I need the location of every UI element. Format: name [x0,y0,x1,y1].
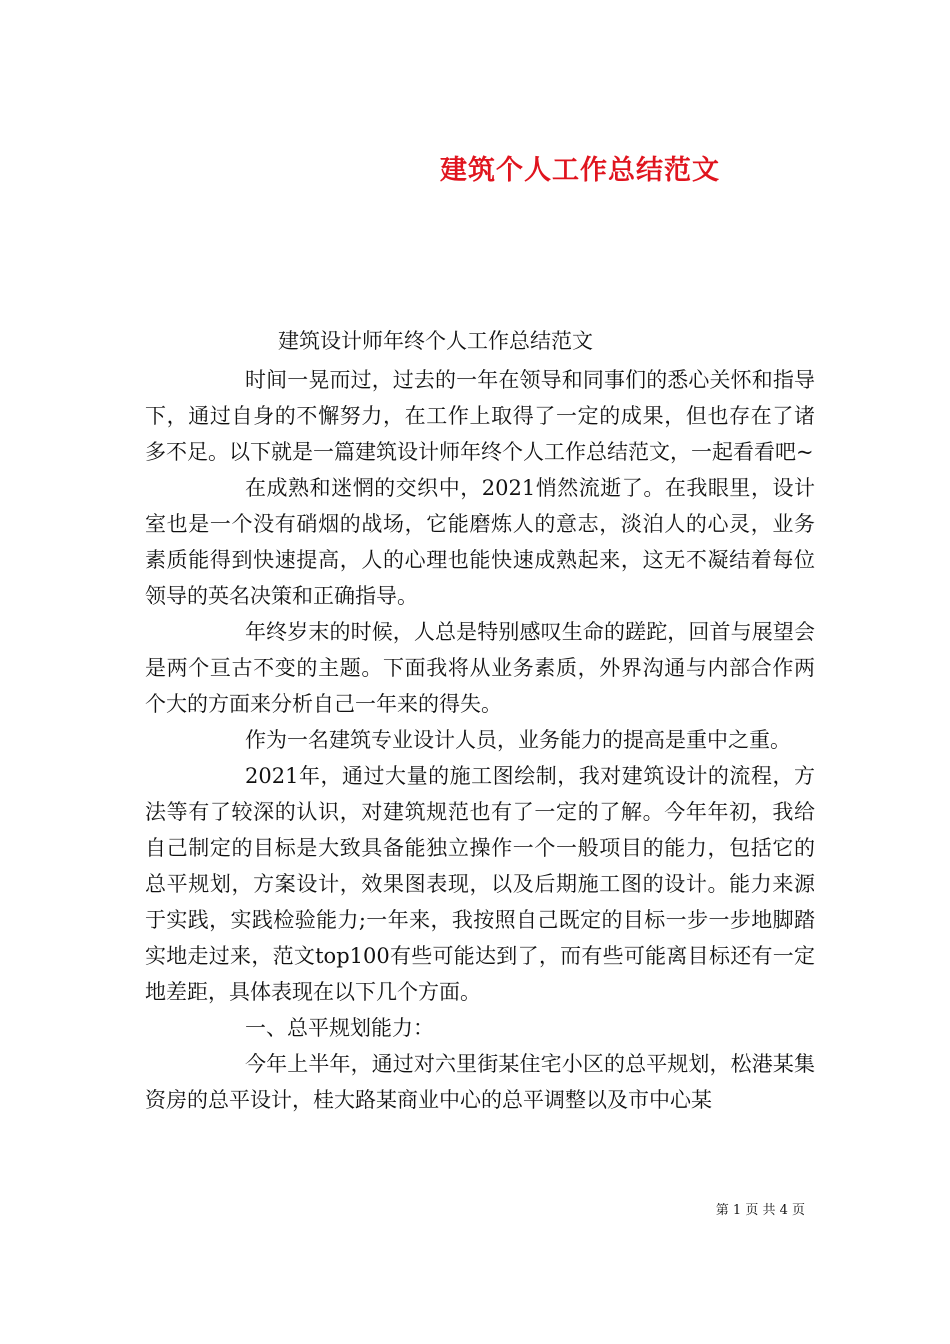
paragraph: 作为一名建筑专业设计人员，业务能力的提高是重中之重。 [245,728,791,752]
paragraph: 2021年，通过大量的施工图绘制，我对建筑设计的流程，方法等有了较深的认识，对建筑规范也有了一定的了解。今年年初，我给自己制定的目标是大致具备能独立操作一个一般项目的能力，包括它的总平规划，方案设计，效果图表现，以及后期施工图的设计。能力来源于实践，实践检验能力;一年来，我按照自己既定的目标一步一步地脚踏实地走过来，范文top100有些可能达到了，而有些可能离目标还有一定地差距，具体表现在以下几个方面。 [145,764,815,1004]
paragraph: 今年上半年，通过对六里街某住宅小区的总平规划，松港某集资房的总平设计，桂大路某商业中心的总平调整以及市中心某 [145,1052,815,1112]
document-subtitle: 建筑设计师年终个人工作总结范文 [278,329,593,353]
paragraph: 年终岁末的时候，人总是特别感叹生命的蹉跎，回首与展望会是两个亘古不变的主题。下面我将从业务素质，外界沟通与内部合作两个大的方面来分析自己一年来的得失。 [145,620,815,716]
section-heading: 一、总平规划能力： [245,1016,434,1040]
paragraph: 在成熟和迷惘的交织中，2021悄然流逝了。在我眼里，设计室也是一个没有硝烟的战场，它能磨炼人的意志，淡泊人的心灵，业务素质能得到快速提高，人的心理也能快速成熟起来，这无不凝结着每位领导的英名决策和正确指导。 [145,476,815,608]
page-title: 建筑个人工作总结范文 [440,155,720,187]
paragraph: 时间一晃而过，过去的一年在领导和同事们的悉心关怀和指导下，通过自身的不懈努力，在工作上取得了一定的成果，但也存在了诸多不足。以下就是一篇建筑设计师年终个人工作总结范文，一起看看吧~ [145,368,815,464]
body-text [145,362,815,1118]
page-number-footer: 第 1 页 共 4 页 [715,1203,805,1218]
